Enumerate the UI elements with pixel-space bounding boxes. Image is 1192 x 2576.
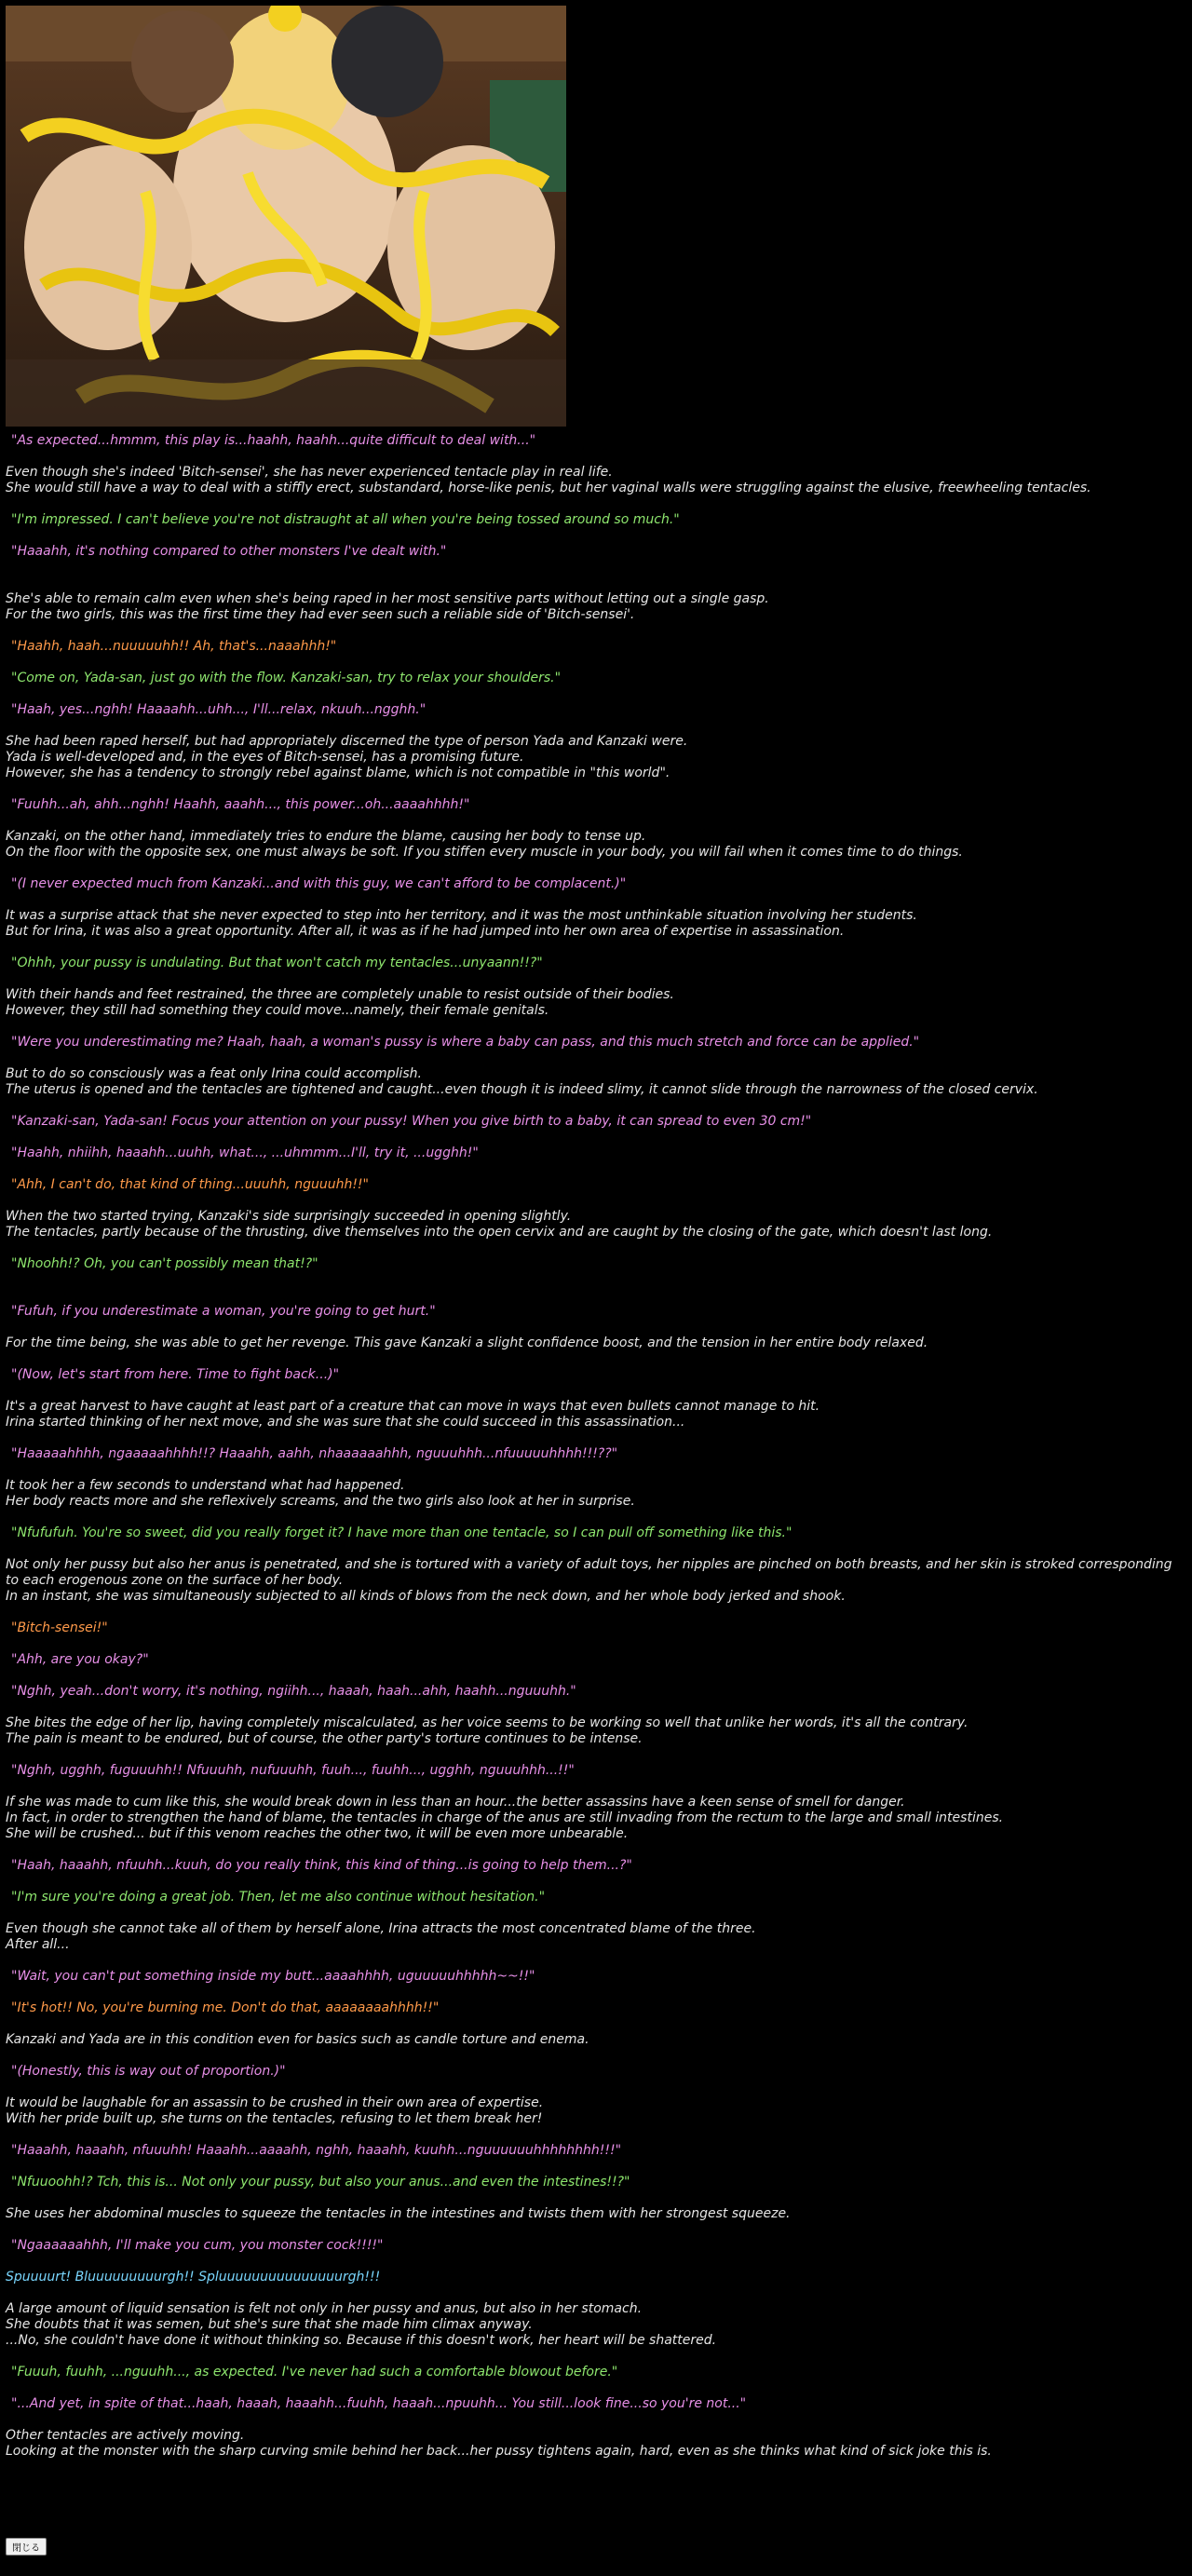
dialogue-line: [6, 1035, 1181, 1051]
dialogue-line: [6, 1367, 1181, 1383]
text-line: It was a surprise attack that she never expected to step into her territory, and it was the most unthinkable situation involving her students.: [6, 908, 917, 923]
text-line: "(I never expected much from Kanzaki...and with this guy, we can't afford to be complacent.)": [11, 876, 627, 891]
text-line: "Nghh, ugghh, fuguuuhh!! Nfuuuhh, nufuuuhh, fuuh..., fuuhh..., ugghh, nguuuhhh...!!": [11, 1763, 575, 1778]
text-line: "Nghh, yeah...don't worry, it's nothing, ngiihh..., haaah, haah...ahh, haahh...nguuuhh.": [11, 1684, 576, 1699]
dialogue-line: [6, 1304, 1181, 1320]
text-line: Even though she cannot take all of them by herself alone, Irina attracts the most concentrated blame of the three.: [6, 1921, 756, 1936]
text-line: "Fufuh, if you underestimate a woman, you're going to get hurt.": [11, 1304, 436, 1319]
text-line: But to do so consciously was a feat only Irina could accomplish.: [6, 1066, 422, 1081]
text-line: For the time being, she was able to get her revenge. This gave Kanzaki a slight confidence boost, and the tension in her entire body relaxed.: [6, 1335, 928, 1350]
text-line: After all...: [6, 1937, 70, 1952]
text-line: "Nhoohh!? Oh, you can't possibly mean that!?": [11, 1256, 318, 1271]
text-line: When the two started trying, Kanzaki's side surprisingly succeeded in opening slightly.: [6, 1209, 572, 1224]
text-line: "Haahh, haah...nuuuuuhh!! Ah, that's...naaahhh!": [11, 639, 337, 654]
text-line: "I'm impressed. I can't believe you're not distraught at all when you're being tossed around so much.": [11, 512, 680, 527]
text-line: It's a great harvest to have caught at least part of a creature that can move in ways that even bullets cannot manage to hit.: [6, 1399, 820, 1414]
close-button[interactable]: 閉じる: [6, 2538, 47, 2556]
text-line: "Fuuuh, fuuhh, ...nguuhh..., as expected. I've never had such a comfortable blowout before.": [11, 2365, 618, 2379]
text-line: The pain is meant to be endured, but of course, the other party's torture continues to be intense.: [6, 1731, 643, 1746]
text-line: ...No, she couldn't have done it without thinking so. Because if this doesn't work, her heart will be shattered.: [6, 2333, 717, 2348]
narration-paragraph: [6, 465, 1181, 496]
text-line: Looking at the monster with the sharp curving smile behind her back...her pussy tightens again, hard, even as she thinks what kind of sick joke this is.: [6, 2444, 992, 2459]
text-line: With their hands and feet restrained, the three are completely unable to resist outside of their bodies.: [6, 987, 674, 1002]
text-line: "...And yet, in spite of that...haah, haaah, haaahh...fuuhh, haaah...npuuhh... You still...look fine...so you're not...": [11, 2396, 747, 2411]
dialogue-line: [6, 2175, 1181, 2190]
dialogue-line: [6, 1114, 1181, 1130]
narration-paragraph: [6, 2301, 1181, 2349]
narration-paragraph: [6, 908, 1181, 940]
text-line: Kanzaki and Yada are in this condition even for basics such as candle torture and enema.: [6, 2032, 589, 2047]
narration-paragraph: [6, 1795, 1181, 1842]
text-line: "(Honestly, this is way out of proportion.)": [11, 2064, 286, 2079]
text-line: Spuuuurt! Bluuuuuuuuurgh!! Spluuuuuuuuuuuuuuurgh!!!: [6, 2270, 381, 2285]
dialogue-line: [6, 2064, 1181, 2080]
text-line: "Bitch-sensei!": [11, 1620, 108, 1635]
dialogue-line: [6, 433, 1181, 449]
dialogue-line: [6, 512, 1181, 528]
dialogue-line: [6, 1620, 1181, 1636]
dialogue-line: [6, 1684, 1181, 1700]
text-line: "Were you underestimating me? Haah, haah, a woman's pussy is where a baby can pass, and this much stretch and force can be applied.": [11, 1035, 920, 1050]
text-line: "I'm sure you're doing a great job. Then, let me also continue without hesitation.": [11, 1890, 546, 1905]
narration-paragraph: [6, 1209, 1181, 1241]
event-cg-illustration: [6, 6, 566, 427]
text-line: "Wait, you can't put something inside my butt...aaaahhhh, uguuuuuhhhhh~~!!": [11, 1969, 535, 1984]
story-text: [6, 433, 1181, 2475]
text-line: A large amount of liquid sensation is felt not only in her pussy and anus, but also in her stomach.: [6, 2301, 643, 2316]
text-line: She's able to remain calm even when she's being raped in her most sensitive parts without letting out a single gasp.: [6, 591, 769, 606]
text-line: She bites the edge of her lip, having completely miscalculated, as her voice seems to be working so well that unlike her words, it's all the contrary.: [6, 1715, 968, 1730]
text-line: However, they still had something they could move...namely, their female genitals.: [6, 1003, 549, 1018]
text-line: If she was made to cum like this, she would break down in less than an hour...the better assassins have a keen sense of smell for danger.: [6, 1795, 905, 1810]
dialogue-line: [6, 671, 1181, 686]
narration-paragraph: [6, 2032, 1181, 2048]
text-line: Irina started thinking of her next move, and she was sure that she could succeed in this assassination...: [6, 1415, 685, 1430]
narration-paragraph: [6, 1335, 1181, 1351]
text-line: She had been raped herself, but had appropriately discerned the type of person Yada and Kanzaki were.: [6, 734, 688, 749]
dialogue-line: [6, 1763, 1181, 1779]
text-line: "Ohhh, your pussy is undulating. But that won't catch my tentacles...unyaann!!?": [11, 956, 543, 970]
text-line: "Ahh, I can't do, that kind of thing...uuuhh, nguuuhh!!": [11, 1177, 369, 1192]
text-line: "Ngaaaaaahhh, I'll make you cum, you monster cock!!!!": [11, 2238, 384, 2253]
dialogue-line: [6, 1446, 1181, 1462]
text-line: "Haaaaahhhh, ngaaaaahhhh!!? Haaahh, aahh, nhaaaaaahhh, nguuuhhh...nfuuuuuhhhh!!!??": [11, 1446, 618, 1461]
text-line: Other tentacles are actively moving.: [6, 2428, 245, 2443]
dialogue-line: [6, 2143, 1181, 2159]
text-line: "It's hot!! No, you're burning me. Don't do that, aaaaaaaahhhh!!": [11, 2000, 440, 2015]
narration-paragraph: [6, 829, 1181, 861]
dialogue-line: [6, 2365, 1181, 2380]
dialogue-line: [6, 544, 1181, 560]
dialogue-line: [6, 1858, 1181, 1874]
text-line: In fact, in order to strengthen the hand of blame, the tentacles in charge of the anus are still invading from the rectum to the large and small intestines.: [6, 1810, 1004, 1825]
text-line: She doubts that it was semen, but she's sure that she made him climax anyway.: [6, 2317, 533, 2332]
dialogue-line: [6, 956, 1181, 971]
text-line: "Fuuhh...ah, ahh...nghh! Haahh, aaahh..., this power...oh...aaaahhhh!": [11, 797, 470, 812]
dialogue-line: [6, 1177, 1181, 1193]
text-line: "(Now, let's start from here. Time to fight back...)": [11, 1367, 340, 1382]
text-line: She will be crushed... but if this venom reaches the other two, it will be even more unbearable.: [6, 1826, 629, 1841]
dialogue-line: [6, 876, 1181, 892]
text-line: "Kanzaki-san, Yada-san! Focus your attention on your pussy! When you give birth to a baby, it can spread to even 30 cm!": [11, 1114, 812, 1129]
dialogue-line: [6, 1146, 1181, 1161]
dialogue-line: [6, 1525, 1181, 1541]
text-line: It would be laughable for an assassin to be crushed in their own area of expertise.: [6, 2095, 544, 2110]
narration-paragraph: [6, 734, 1181, 781]
text-line: The uterus is opened and the tentacles are tightened and caught...even though it is indeed slimy, it cannot slide through the narrowness of the closed cervix.: [6, 1082, 1038, 1097]
text-line: "Nfufufuh. You're so sweet, did you really forget it? I have more than one tentacle, so I can pull off something like this.": [11, 1525, 792, 1540]
text-line: It took her a few seconds to understand what had happened.: [6, 1478, 405, 1493]
text-line: Even though she's indeed 'Bitch-sensei', she has never experienced tentacle play in real life.: [6, 465, 613, 480]
text-line: She would still have a way to deal with a stiffly erect, substandard, horse-like penis, but her vaginal walls were struggling against the elusive, freewheeling tentacles.: [6, 481, 1091, 495]
dialogue-line: [6, 1652, 1181, 1668]
text-line: Her body reacts more and she reflexively screams, and the two girls also look at her in surprise.: [6, 1494, 635, 1509]
text-line: Yada is well-developed and, in the eyes of Bitch-sensei, has a promising future.: [6, 750, 524, 765]
text-line: The tentacles, partly because of the thrusting, dive themselves into the open cervix and are caught by the closing of the gate, which doesn't last long.: [6, 1225, 993, 1240]
text-line: "Haaahh, it's nothing compared to other monsters I've dealt with.": [11, 544, 447, 559]
narration-paragraph: [6, 1557, 1181, 1605]
dialogue-line: [6, 2238, 1181, 2254]
text-line: "Haah, haaahh, nfuuhh...kuuh, do you really think, this kind of thing...is going to help them...?": [11, 1858, 632, 1873]
text-line: "Haaahh, haaahh, nfuuuhh! Haaahh...aaaahh, nghh, haaahh, kuuhh...nguuuuuuhhhhhhhh!!!": [11, 2143, 622, 2158]
text-line: "Come on, Yada-san, just go with the flow. Kanzaki-san, try to relax your shoulders.": [11, 671, 562, 685]
sound-effect-line: [6, 2270, 1181, 2285]
spacer: [6, 576, 1181, 591]
text-line: "Ahh, are you okay?": [11, 1652, 149, 1667]
text-line: "Haahh, nhiihh, haaahh...uuhh, what..., ...uhmmm...I'll, try it, ...ugghh!": [11, 1146, 479, 1160]
narration-paragraph: [6, 1399, 1181, 1430]
event-cg-image: [6, 6, 566, 427]
text-line: With her pride built up, she turns on the tentacles, refusing to let them break her!: [6, 2111, 543, 2126]
narration-paragraph: [6, 2095, 1181, 2127]
dialogue-line: [6, 639, 1181, 655]
dialogue-line: [6, 2396, 1181, 2412]
dialogue-line: [6, 797, 1181, 813]
text-line: Not only her pussy but also her anus is penetrated, and she is tortured with a variety of adult toys, her nipples are pinched on both breasts, and her skin is stroked corresponding to each erogenous zone on the surface of her body.: [6, 1557, 1172, 1588]
dialogue-line: [6, 1969, 1181, 1985]
text-line: In an instant, she was simultaneously subjected to all kinds of blows from the neck down, and her whole body jerked and shook.: [6, 1589, 846, 1604]
text-line: She uses her abdominal muscles to squeeze the tentacles in the intestines and twists them with her strongest squeeze.: [6, 2206, 791, 2221]
narration-paragraph: [6, 1921, 1181, 1953]
narration-paragraph: [6, 987, 1181, 1019]
text-line: On the floor with the opposite sex, one must always be soft. If you stiffen every muscle in your body, you will fail when it comes time to do things.: [6, 845, 963, 860]
dialogue-line: [6, 1256, 1181, 1272]
text-line: For the two girls, this was the first time they had ever seen such a reliable side of 'Bitch-sensei'.: [6, 607, 635, 622]
text-line: "Haah, yes...nghh! Haaaahh...uhh..., I'll...relax, nkuuh...ngghh.": [11, 702, 427, 717]
dialogue-line: [6, 702, 1181, 718]
text-line: "Nfuuoohh!? Tch, this is... Not only your pussy, but also your anus...and even the intestines!!?": [11, 2175, 630, 2190]
text-line: But for Irina, it was also a great opportunity. After all, it was as if he had jumped into her own area of expertise in assassination.: [6, 924, 845, 939]
narration-paragraph: [6, 2206, 1181, 2222]
dialogue-line: [6, 2000, 1181, 2016]
text-line: "As expected...hmmm, this play is...haahh, haahh...quite difficult to deal with...": [11, 433, 536, 448]
dialogue-line: [6, 1890, 1181, 1905]
narration-paragraph: [6, 1478, 1181, 1510]
narration-paragraph: [6, 2428, 1181, 2460]
text-line: Kanzaki, on the other hand, immediately tries to endure the blame, causing her body to tense up.: [6, 829, 646, 844]
spacer: [6, 1288, 1181, 1304]
narration-paragraph: [6, 1066, 1181, 1098]
text-line: However, she has a tendency to strongly rebel against blame, which is not compatible in "this world".: [6, 766, 670, 780]
narration-paragraph: [6, 1715, 1181, 1747]
narration-paragraph: [6, 591, 1181, 623]
